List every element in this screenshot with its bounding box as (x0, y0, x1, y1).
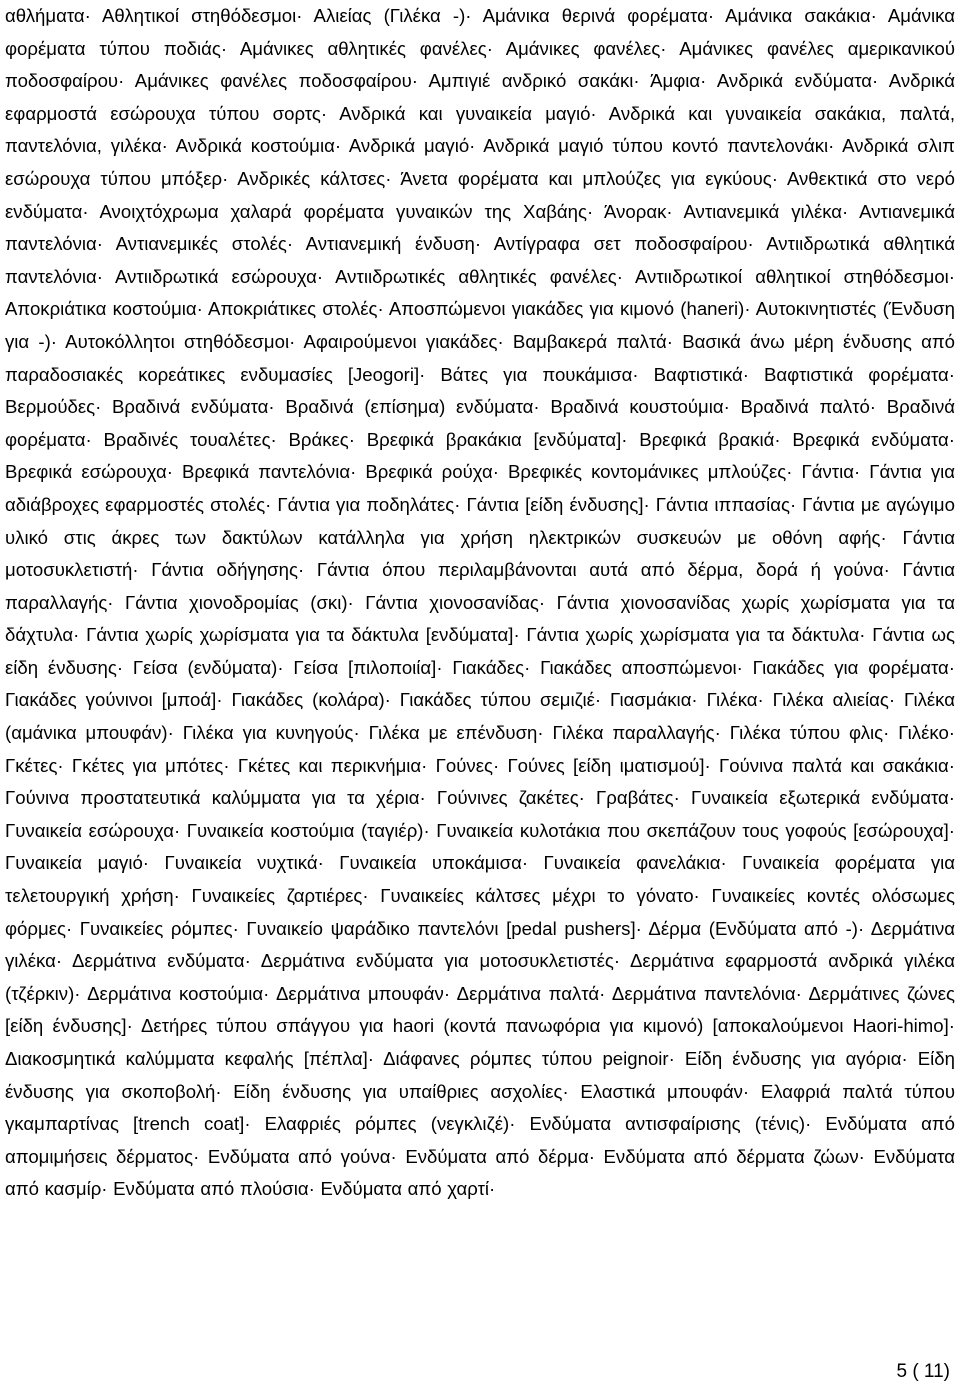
body-text: αθλήματα· Αθλητικοί στηθόδεσμοι· Αλιείας (Γιλέκα -)· Αμάνικα θερινά φορέματα· Αμάνικα σακάκια· Αμάνικα φορέματα τύπου ποδιάς· Αμάνικες αθλητικές φανέλες· Αμάνικες φανέλες· Αμάνικες φανέλες αμερικανικού ποδοσφαίρου· Αμάνικες φανέλες ποδοσφαίρου· Αμπιγιέ ανδρικό σακάκι· Άμφια· Ανδρικά ενδύματα· Ανδρικά εφαρμοστά εσώρουχα τύπου σορτς· Ανδρικά και γυναικεία μαγιό· Ανδρικά και γυναικεία σακάκια, παλτά, παντελόνια, γιλέκα· Ανδρικά κοστούμια· Ανδρικά μαγιό· Ανδρικά μαγιό τύπου κοντό παντελονάκι· Ανδρικά σλιπ εσώρουχα τύπου μπόξερ· Ανδρικές κάλτσες· Άνετα φορέματα και μπλούζες για εγκύους· Ανθεκτικά στο νερό ενδύματα· Ανοιχτόχρωμα χαλαρά φορέματα γυναικών της Χαβάης· Άνορακ· Αντιανεμικά γιλέκα· Αντιανεμικά παντελόνια· Αντιανεμικές στολές· Αντιανεμική ένδυση· Αντίγραφα σετ ποδοσφαίρου· Αντιιδρωτικά αθλητικά παντελόνια· Αντιιδρωτικά εσώρουχα· Αντιιδρωτικές αθλητικές φανέλες· Αντιιδρωτικοί αθλητικοί στηθόδεσμοι· Αποκριάτικα κοστούμια· Αποκριάτικες στολές· Αποσπώμενοι γιακάδες για κιμονό (haneri)· Αυτοκινητιστές (Ένδυση για -)· Αυτοκόλλητοι στηθόδεσμοι· Αφαιρούμενοι γιακάδες· Βαμβακερά παλτά· Βασικά άνω μέρη ένδυσης από παραδοσιακές κορεάτικες ενδυμασίες [Jeogori]· Βάτες για πουκάμισα· Βαφτιστικά· Βαφτιστικά φορέματα· Βερμούδες· Βραδινά ενδύματα· Βραδινά (επίσημα) ενδύματα· Βραδινά κουστούμια· Βραδινά παλτό· Βραδινά φορέματα· Βραδινές τουαλέτες· Βράκες· Βρεφικά βρακάκια [ενδύματα]· Βρεφικά βρακιά· Βρεφικά ενδύματα· Βρεφικά εσώρουχα· Βρεφικά παντελόνια· Βρεφικά ρούχα· Βρεφικές κοντομάνικες μπλούζες· Γάντια· Γάντια για αδιάβροχες εφαρμοστές στολές· Γάντια για ποδηλάτες· Γάντια [είδη ένδυσης]· Γάντια ιππασίας· Γάντια με αγώγιμο υλικό στις άκρες των δακτύλων κατάλληλα για χρήση ηλεκτρικών συσκευών με οθόνη αφής· Γάντια μοτοσυκλετιστή· Γάντια οδήγησης· Γάντια όπου περιλαμβάνονται αυτά από δέρμα, δορά ή γούνα· Γάντια παραλλαγής· Γάντια χιονοδρομίας (σκι)· Γάντια χιονοσανίδας· Γάντια χιονοσανίδας χωρίς χωρίσματα για τα δάχτυλα· Γάντια χωρίς χωρίσματα για τα δάκτυλα [ενδύματα]· Γάντια χωρίς χωρίσματα για τα δάκτυλα· Γάντια ως είδη ένδυσης· Γείσα (ενδύματα)· Γείσα [πιλοποιία]· Γιακάδες· Γιακάδες αποσπώμενοι· Γιακάδες για φορέματα· Γιακάδες γούνινοι [μποά]· Γιακάδες (κολάρα)· Γιακάδες τύπου σεμιζιέ· Γιασμάκια· Γιλέκα· Γιλέκα αλιείας· Γιλέκα (αμάνικα μπουφάν)· Γιλέκα για κυνηγούς· Γιλέκα με επένδυση· Γιλέκα παραλλαγής· Γιλέκα τύπου φλις· Γιλέκο· Γκέτες· Γκέτες για μπότες· Γκέτες και περικνήμια· Γούνες· Γούνες [είδη ιματισμού]· Γούνινα παλτά και σακάκια· Γούνινα προστατευτικά καλύμματα για τα χέρια· Γούνινες ζακέτες· Γραβάτες· Γυναικεία εξωτερικά ενδύματα· Γυναικεία εσώρουχα· Γυναικεία κοστούμια (ταγιέρ)· Γυναικεία κυλοτάκια που σκεπάζουν τους γοφούς [εσώρουχα]· Γυναικεία μαγιό· Γυναικεία νυχτικά· Γυναικεία υποκάμισα· Γυναικεία φανελάκια· Γυναικεία φορέματα για τελετουργική χρήση· Γυναικείες ζαρτιέρες· Γυναικείες κάλτσες μέχρι το γόνατο· Γυναικείες κοντές ολόσωμες φόρμες· Γυναικείες ρόμπες· Γυναικείο ψαράδικο παντελόνι [pedal pushers]· Δέρμα (Ενδύματα από -)· Δερμάτινα γιλέκα· Δερμάτινα ενδύματα· Δερμάτινα ενδύματα για μοτοσυκλετιστές· Δερμάτινα εφαρμοστά ανδρικά γιλέκα (τζέρκιν)· Δερμάτινα κοστούμια· Δερμάτινα μπουφάν· Δερμάτινα παλτά· Δερμάτινα παντελόνια· Δερμάτινες ζώνες [είδη ένδυσης]· Δετήρες τύπου σπάγγου για haori (κοντά πανωφόρια για κιμονό) [αποκαλούμενοι Haori-himo]· Διακοσμητικά καλύμματα κεφαλής [πέπλα]· Διάφανες ρόμπες τύπου peignoir· Είδη ένδυσης για αγόρια· Είδη ένδυσης για σκοποβολή· Είδη ένδυσης για υπαίθριες ασχολίες· Ελαστικά μπουφάν· Ελαφριά παλτά τύπου γκαμπαρτίνας [trench coat]· Ελαφριές ρόμπες (νεγκλιζέ)· Ενδύματα αντισφαίρισης (τένις)· Ενδύματα από απομιμήσεις δέρματος· Ενδύματα από γούνα· Ενδύματα από δέρμα· Ενδύματα από δέρματα ζώων· Ενδύματα από κασμίρ· Ενδύματα από πλούσια· Ενδύματα από χαρτί· (5, 5, 955, 1200)
page-number: 5 ( 11) (896, 1361, 950, 1382)
